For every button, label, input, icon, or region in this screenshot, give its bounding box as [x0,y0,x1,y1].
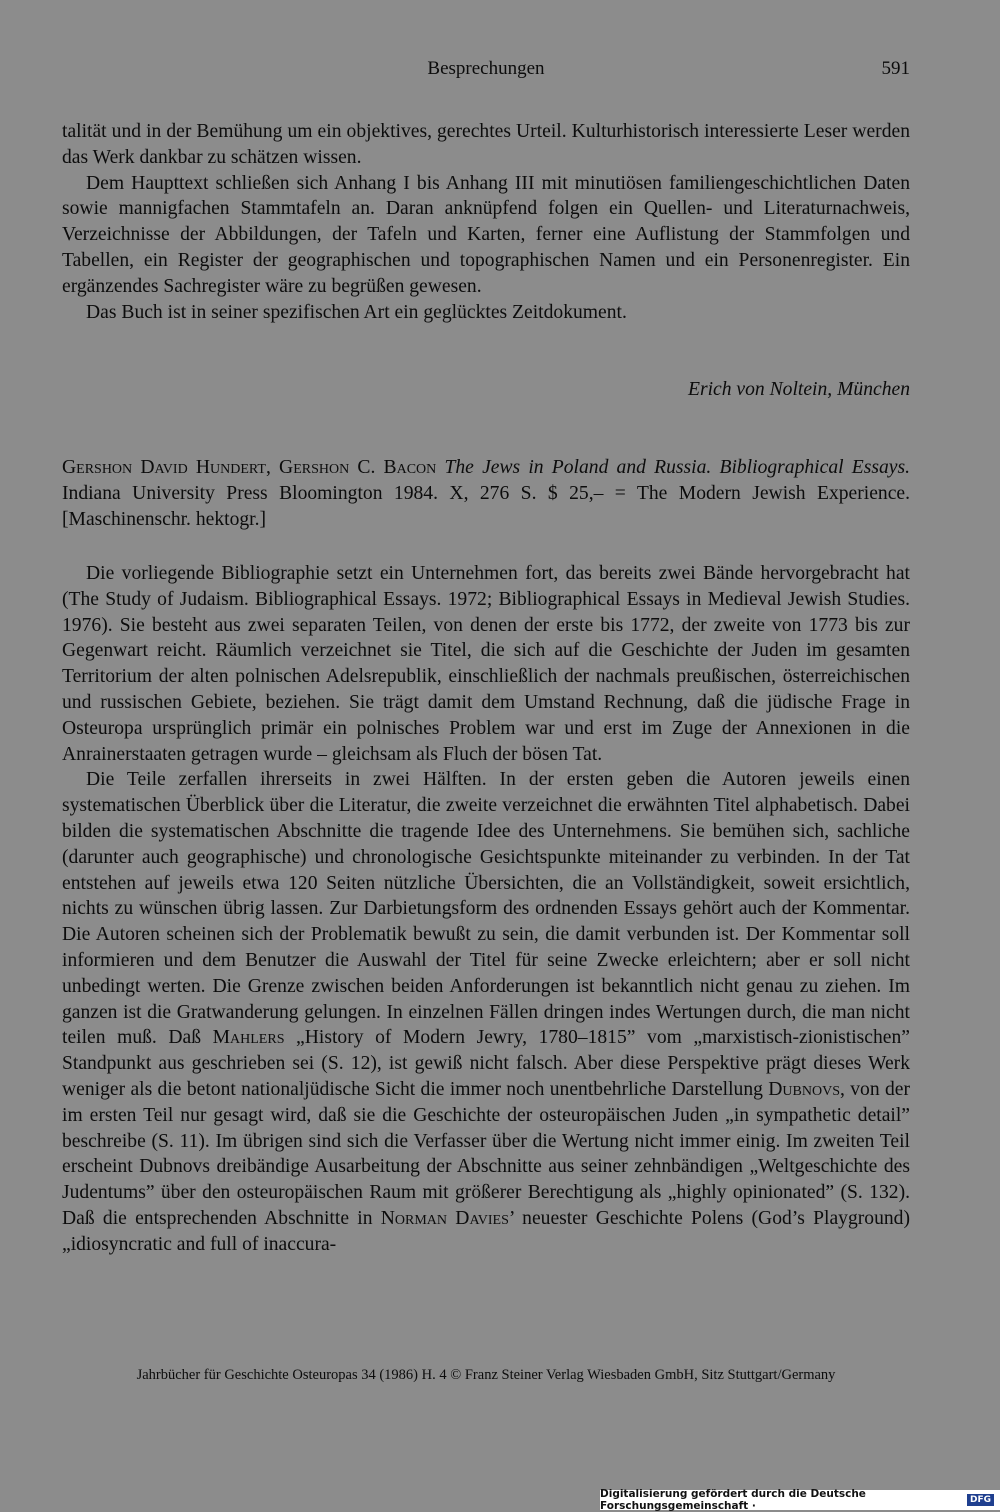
review-a-paragraph-3: Das Buch ist in seiner spezifischen Art ein geglücktes Zeitdokument. [86,301,627,323]
review-b-paragraph-1: Die vorliegende Bibliographie setzt ein Unternehmen fort, das bereits zwei Bände hervorgebracht hat (The Study of Judaism. Bibliographical Essays. 1972; Bibliographical Essays in Medieval Jewish Studies. 1976). Sie besteht aus zwei separaten Teilen, von denen der erste bis 1772, der zweite von 1773 bis zur Gegenwart reicht. Räumlich verzeichnet sie Titel, die sich auf die Geschichte der Juden im gesamten Territorium der alten polnischen Adelsrepublik, einschließlich der nachmals preußischen, österreichischen und russischen Gebiete, beziehen. Sie trägt damit dem Umstand Rechnung, daß die jüdische Frage in Osteuropa ursprünglich primär ein polnisches Problem war und erst im Zuge der Annexionen in die Anrainerstaaten getragen wurde – gleichsam als Fluch der bösen Tat. [62,563,910,765]
reviewer-signature: Erich von Noltein, München [687,379,910,400]
review-b-paragraph-2 [62,767,910,1257]
review-b-p2-part-a: Die Teile zerfallen ihrerseits in zwei Hälften. In der ersten geben die Autoren jeweils einen systematischen Überblick über die Literatur, die zweite verzeichnet die erwähnten Titel alphabetisch. Dabei bilden die systematischen Abschnitte die tragende Idee des Unternehmens. Sie bemühen sich, sachliche (darunter auch geographische) und chronologische Gesichtspunkte miteinander zu verbinden. In der Tat entstehen auf jeweils etwa 120 Seiten nützliche Übersichten, die an Vollständigkeit, soweit ersichtlich, nichts zu wünschen übrig lassen. Zur Darbietungsform des ordnenden Essays gehört auch der Kommentar. Die Autoren scheinen sich der Problematik bewußt zu sein, die damit verbunden ist. Der Kommentar soll informieren und dem Benutzer die Auswahl der Titel für seine Zwecke erleichtern; aber er soll nicht unbedingt werten. Die Grenze zwischen beiden Anforderungen ist bekanntlich nicht genau zu ziehen. Im ganzen ist die Gratwanderung gelungen. In einzelnen Fällen dringen indes Wertungen durch, die man nicht teilen muß. Daß [62,769,910,1049]
author-name-davies: Norman Davies [380,1207,509,1229]
review-a-paragraph-2: Dem Haupttext schließen sich Anhang I bis Anhang III mit minutiösen familiengeschichtlichen Daten sowie mannigfachen Stammtafeln an. Daran anknüpfend folgen ein Quellen- und Literaturnachweis, Verzeichnisse der Abbildungen, der Tafeln und Karten, ferner eine Auflistung der Stammfolgen und Tabellen, ein Register der geographischen und topographischen Namen und ein Personenregister. Ein ergänzendes Sachregister wäre zu begrüßen gewesen. [62,172,910,297]
citation-authors: Gershon David Hundert, Gershon C. Bacon [62,457,437,478]
dfg-funding-bar [600,1490,1000,1510]
running-head: Besprechungen [427,58,545,79]
page-number: 591 [881,58,910,79]
dfg-funding-text: Digitalisierung gefördert durch die Deutsche Forschungsgemeinschaft · [600,1488,866,1512]
dfg-logo: DFG [967,1494,994,1506]
book-citation [62,455,910,532]
journal-footer: Jahrbücher für Geschichte Osteuropas 34 (1986) H. 4 © Franz Steiner Verlag Wiesbaden GmbH, Sitz Stuttgart/Germany [136,1367,836,1383]
citation-details: Indiana University Press Bloomington 1984. X, 276 S. $ 25,– = The Modern Jewish Experience. [Maschinenschr. hektogr.] [62,482,910,530]
page-header [62,58,910,88]
review-b-p2-part-d: ’ neuester Geschichte Polens (God’s Playground) „idiosyncratic and full of inaccura- [62,1207,910,1255]
review-b-p2-part-c: , von der im ersten Teil nur gesagt wird, daß sie die Geschichte der osteuropäischen Juden „in sympathetic detail” beschreibe (S. 11). Im übrigen sind sich die Verfasser über die Wertung nicht immer einig. Im zweiten Teil erscheint Dubnovs dreibändige Ausarbeitung der Abschnitte aus seiner zehnbändigen „Weltgeschichte des Judentums” über den osteuropäischen Raum mit größerer Berechtigung als „highly opinionated” (S. 132). Daß die entsprechenden Abschnitte in [62,1078,910,1229]
review-b-text [62,561,910,1258]
review-a-text [62,119,910,325]
author-name-mahler: Mahlers [212,1027,285,1049]
review-a-paragraph-1: talität und in der Bemühung um ein objektives, gerechtes Urteil. Kulturhistorisch interessierte Leser werden das Werk dankbar zu schätzen wissen. [62,121,910,168]
review-b-p2-part-b: „History of Modern Jewry, 1780–1815” vom „marxistisch-zionistischen” Standpunkt aus geschrieben sei (S. 12), ist gewiß nicht falsch. Aber diese Perspektive prägt dieses Werk weniger als die betont nationaljüdische Sicht die immer noch unentbehrliche Darstellung [62,1027,910,1100]
author-name-dubnov: Dubnovs [768,1078,840,1100]
citation-title: The Jews in Poland and Russia. Bibliographical Essays. [444,457,910,478]
